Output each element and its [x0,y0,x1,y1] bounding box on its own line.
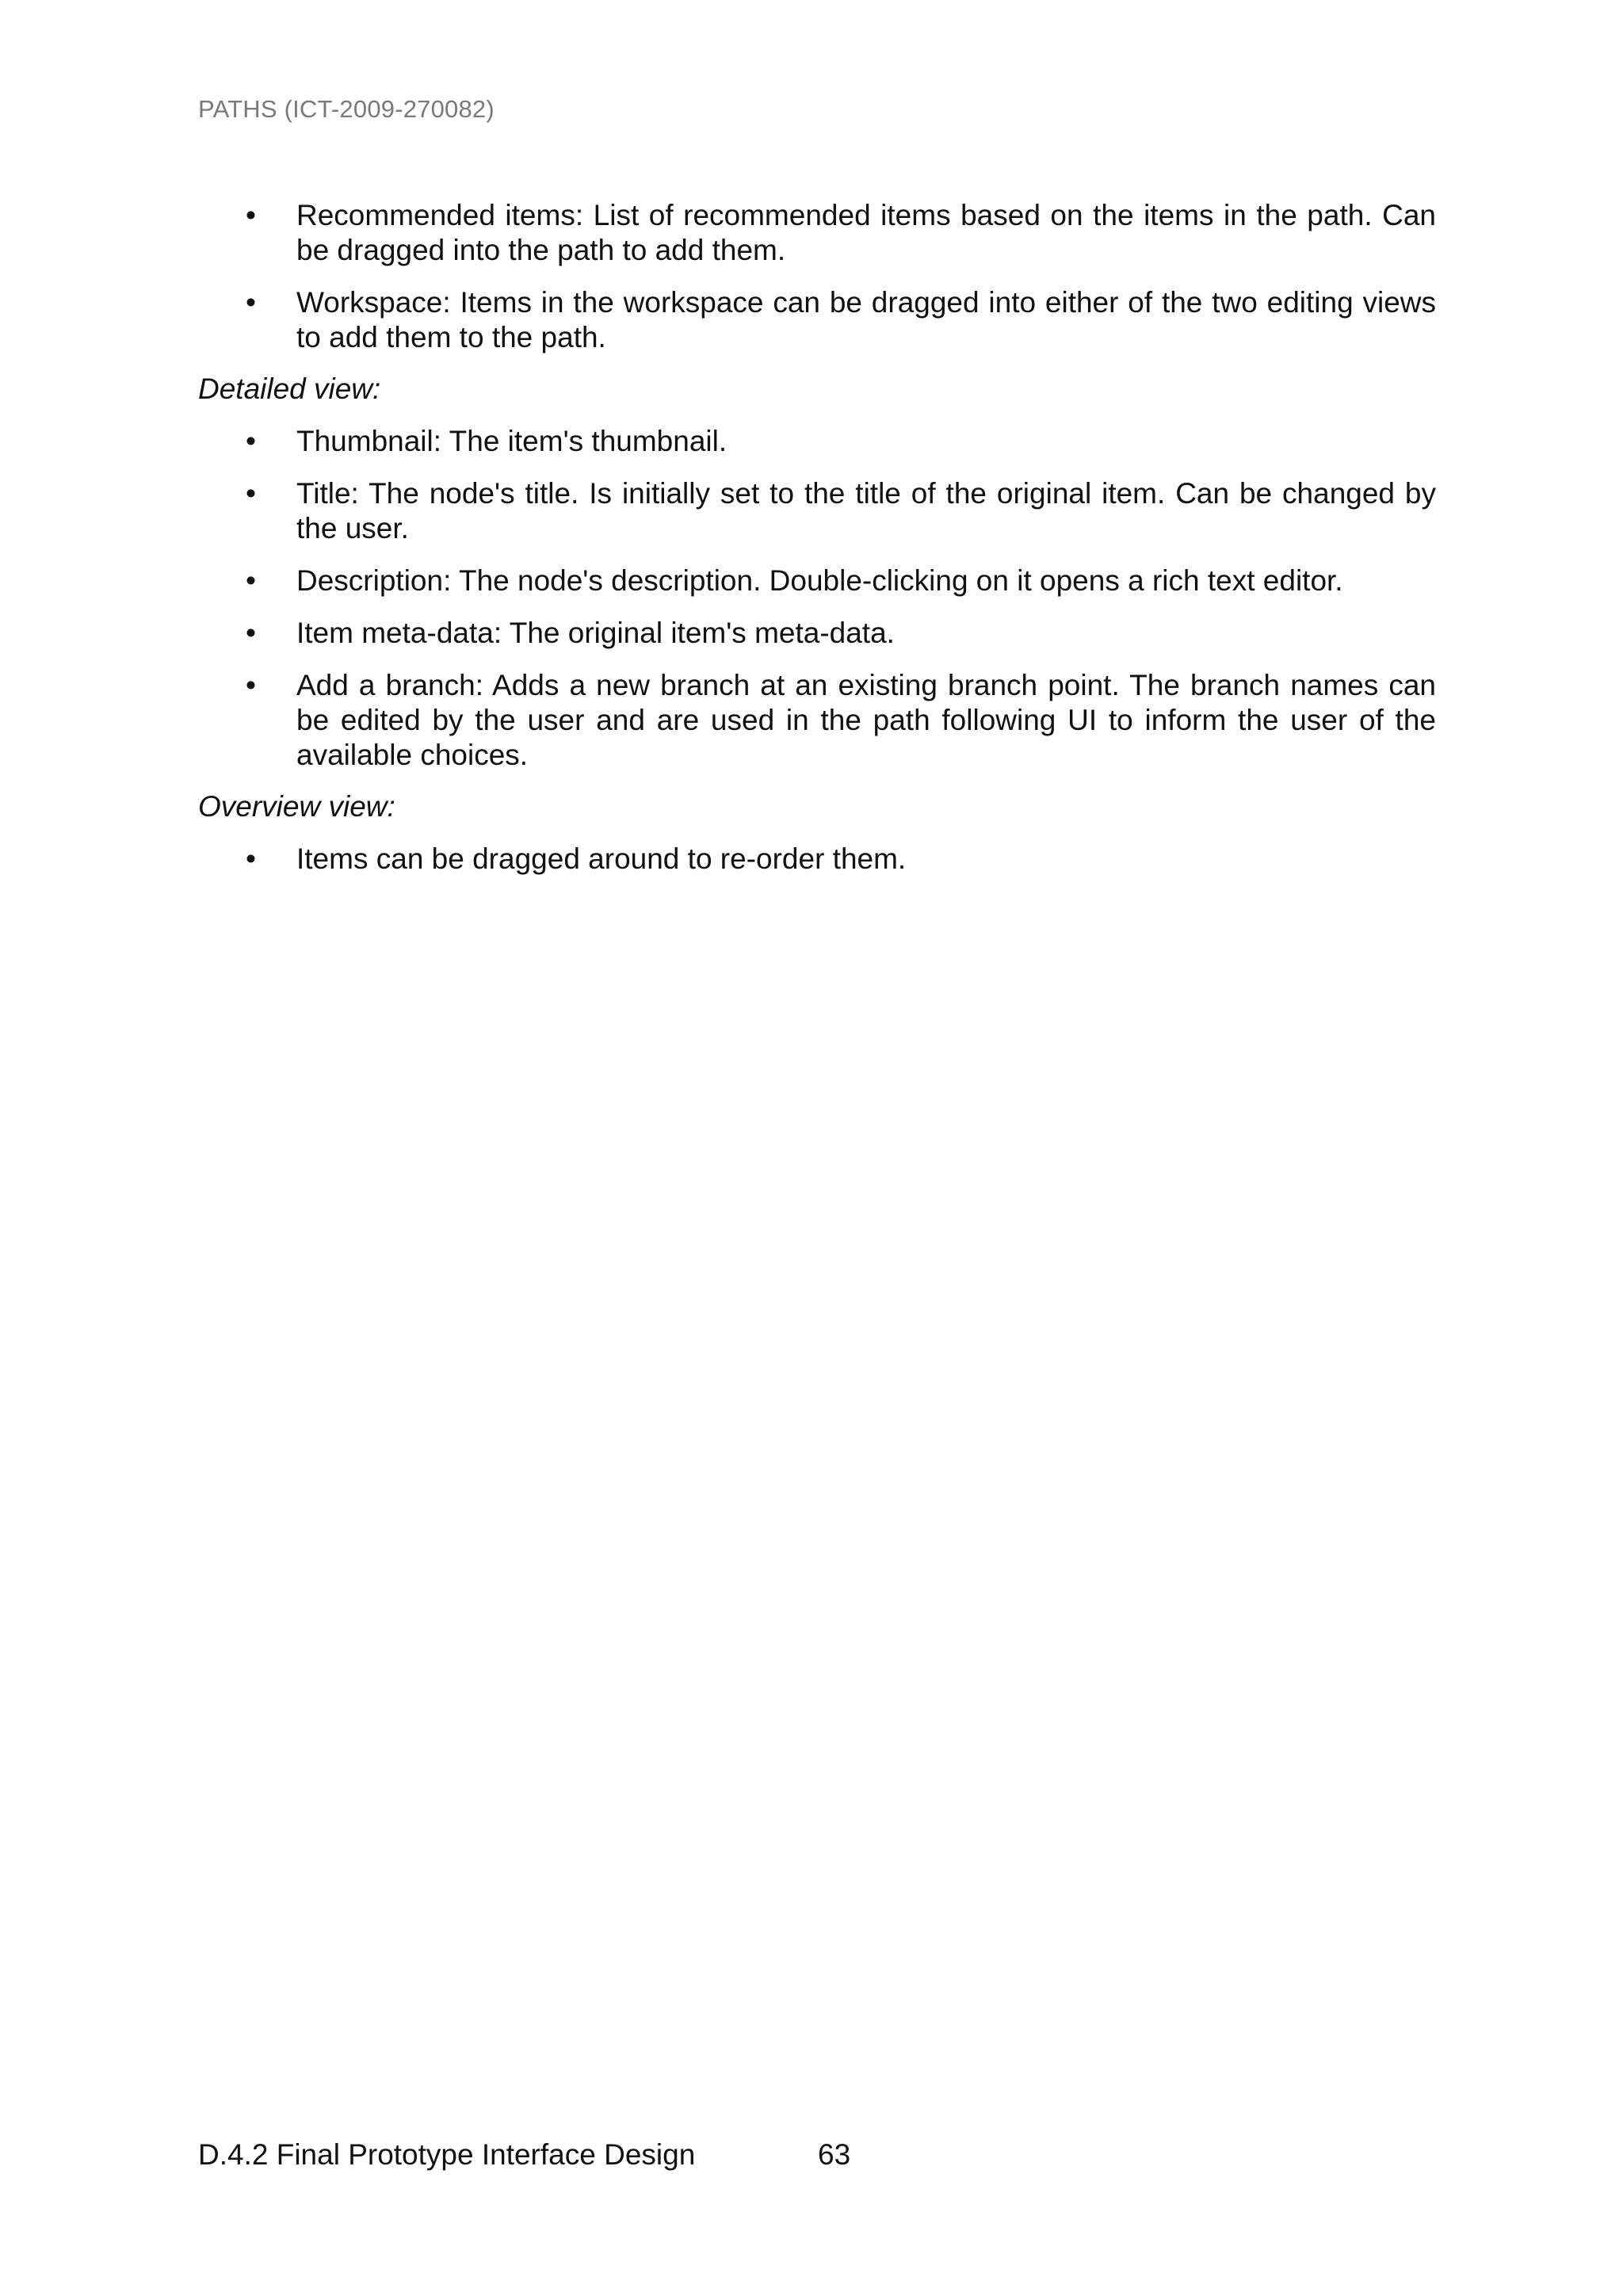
list-item-text: Add a branch: Adds a new branch at an existing branch point. The branch names can be edited by the user and are used in the path following UI to inform the user of the available choices. [296,669,1436,771]
list-item [198,563,1436,598]
running-header: PATHS (ICT-2009-270082) [198,95,495,123]
list-item [198,424,1436,459]
list-item [198,285,1436,355]
bullet-icon: • [246,842,256,875]
footer-document-title: D.4.2 Final Prototype Interface Design [198,2138,696,2171]
bullet-icon: • [246,286,256,319]
footer-page-number: 63 [818,2138,851,2171]
list-item [198,616,1436,651]
page-body [198,198,1436,894]
bullet-icon: • [246,199,256,231]
intro-bullet-list [198,198,1436,355]
overview-view-list [198,842,1436,877]
list-item-text: Recommended items: List of recommended items based on the items in the path. Can be dragged into the path to add them. [296,199,1436,266]
bullet-icon: • [246,669,256,701]
list-item-text: Workspace: Items in the workspace can be dragged into either of the two editing views to add them to the path. [296,286,1436,353]
list-item-text: Thumbnail: The item's thumbnail. [296,425,727,457]
list-item-text: Title: The node's title. Is initially set to the title of the original item. Can be changed by the user. [296,477,1436,544]
detailed-view-heading: Detailed view: [198,372,381,405]
list-item [198,198,1436,268]
bullet-icon: • [246,564,256,597]
list-item [198,842,1436,877]
list-item-text: Items can be dragged around to re-order them. [296,842,907,875]
list-item-text: Item meta-data: The original item's meta-data. [296,617,895,649]
overview-view-heading: Overview view: [198,790,395,823]
detailed-view-list [198,424,1436,773]
list-item-text: Description: The node's description. Double-clicking on it opens a rich text editor. [296,564,1343,597]
list-item [198,668,1436,773]
bullet-icon: • [246,617,256,649]
bullet-icon: • [246,425,256,457]
bullet-icon: • [246,477,256,510]
list-item [198,476,1436,546]
